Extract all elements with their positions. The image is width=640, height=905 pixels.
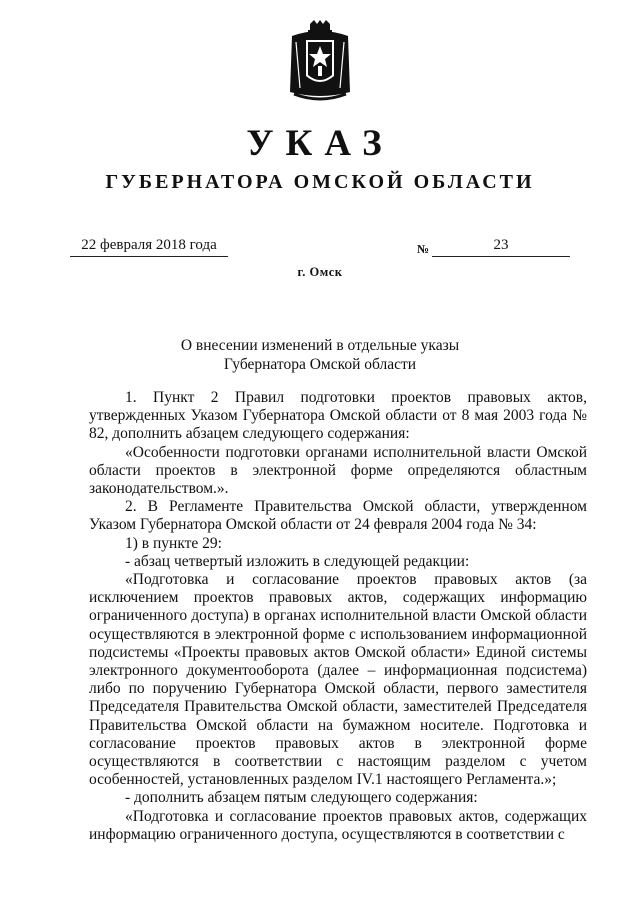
body-paragraph: 1) в пункте 29: [125, 534, 222, 552]
body-paragraph: - дополнить абзацем пятым следующего содержания: [125, 789, 478, 807]
number-label: № [417, 242, 430, 256]
body-paragraph: 2. В Регламенте Правительства Омской области, утвержденном Указом Губернатора Омской области от 24 февраля 2004 года № 34: [89, 498, 587, 534]
document-issuer: ГУБЕРНАТОРА ОМСКОЙ ОБЛАСТИ [105, 171, 535, 193]
body-paragraph: «Подготовка и согласование проектов правовых актов (за исключением проектов правовых актов, содержащих информацию ограниченного доступа) в органах исполнительной власти Омской области осуществляются в электронной форме с использованием информационной подсистемы «Проекты правовых актов Омской области» Единой системы электронного документооборота (далее – информационная подсистема) либо по поручению Губернатора Омской области, первого заместителя Председателя Правительства Омской области, заместителей Председателя Правительства Омской области на бумажном носителе. Подготовка и согласование проектов правовых актов в электронной форме осуществляются в соответствии с настоящим разделом с учетом особенностей, установленных разделом IV.1 настоящего Регламента.»; [89, 571, 587, 789]
body-paragraph: «Подготовка и согласование проектов правовых актов, содержащих информацию ограниченного доступа, осуществляются в соответствии с [89, 807, 587, 843]
document-date: 22 февраля 2018 года [70, 236, 228, 257]
document-city: г. Омск [297, 265, 343, 279]
document-title: УКАЗ [246, 123, 394, 164]
coat-of-arms-icon [286, 20, 354, 104]
body-paragraph: - абзац четвертый изложить в следующей редакции: [125, 552, 470, 570]
body-paragraph: 1. Пункт 2 Правил подготовки проектов правовых актов, утвержденных Указом Губернатора Омской области от 8 мая 2003 года № 82, дополнить абзацем следующего содержания: [89, 389, 587, 443]
body-paragraph: «Особенности подготовки органами исполнительной власти Омской области проектов в электронной форме определяются областным законодательством.». [89, 443, 587, 498]
decree-heading [0, 336, 640, 374]
document-body [89, 389, 587, 844]
decree-heading-line: Губернатора Омской области [223, 356, 417, 373]
document-number: 23 [432, 236, 570, 257]
decree-heading-line: О внесении изменений в отдельные указы [180, 337, 460, 354]
